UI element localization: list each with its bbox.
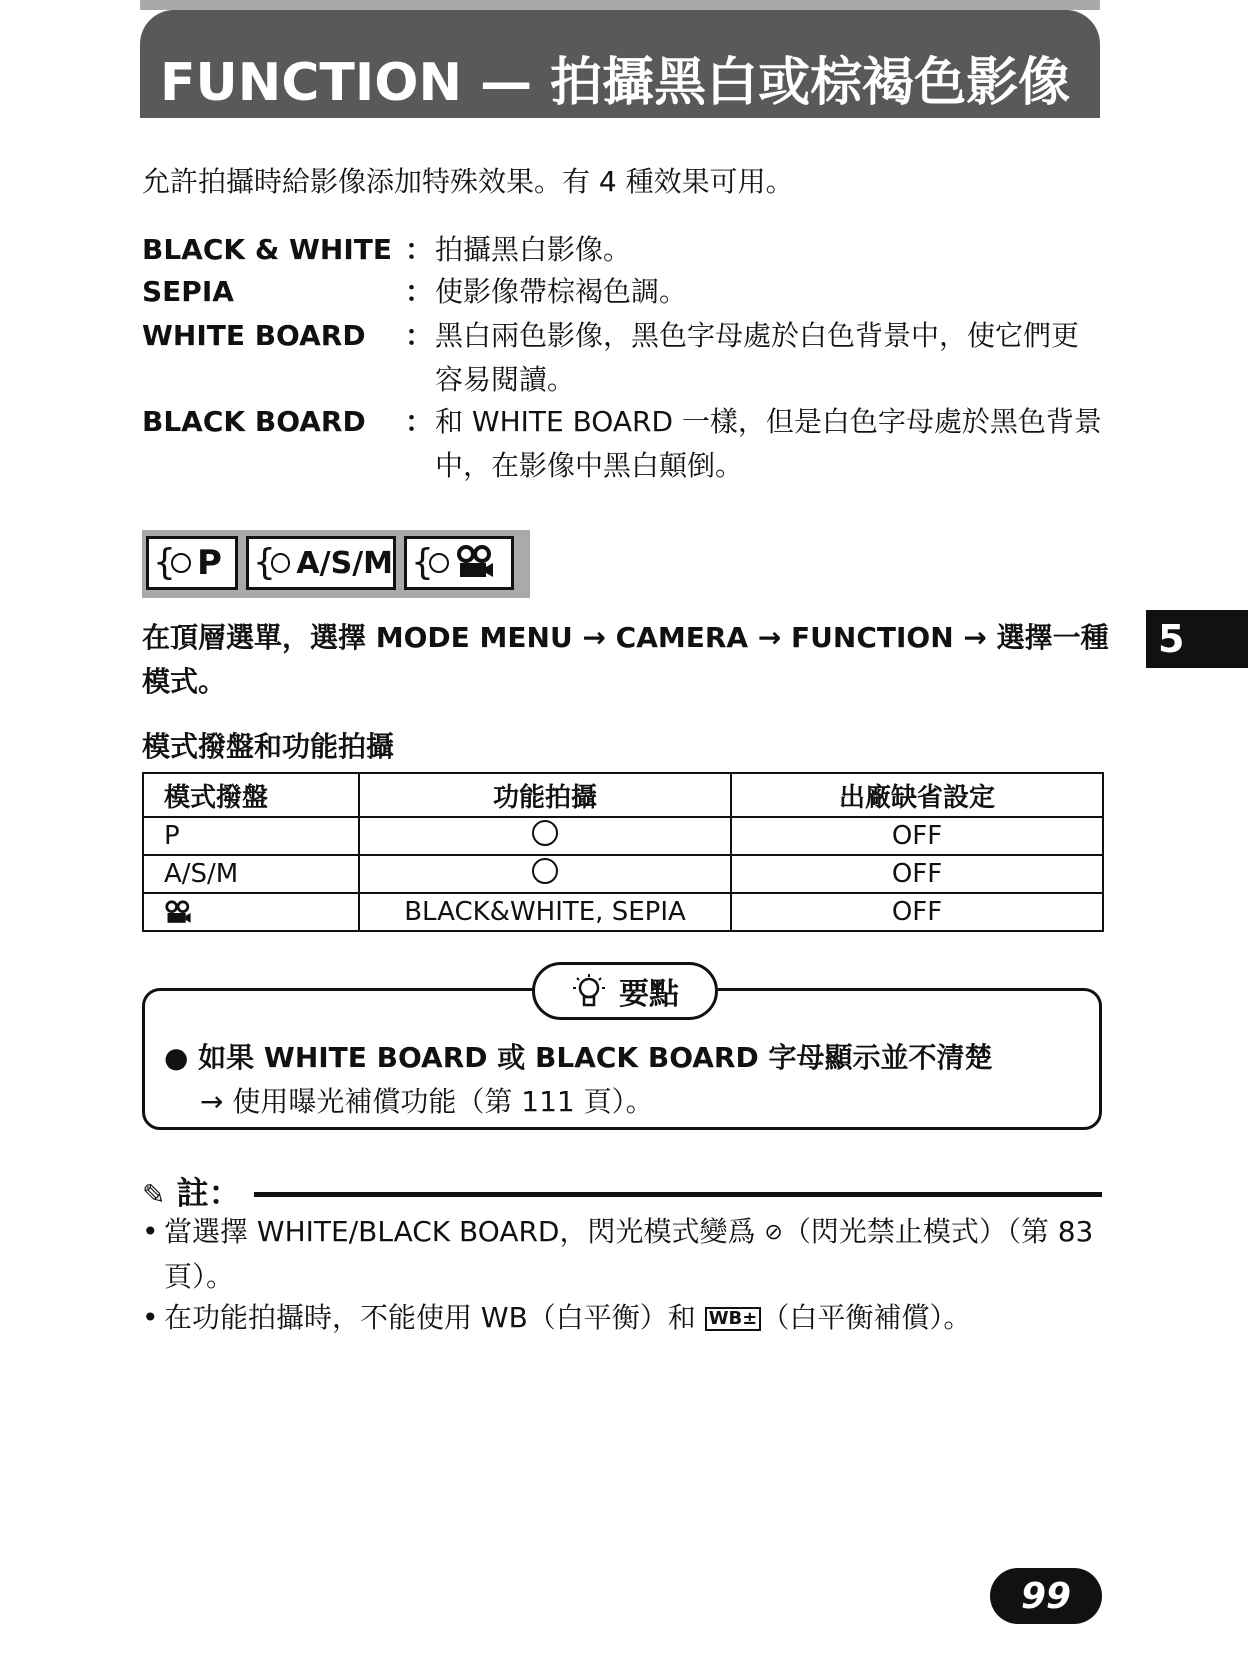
table-cell-default: OFF (731, 893, 1103, 931)
table-cell-mode: A/S/M (143, 855, 359, 893)
page-title: FUNCTION — 拍攝黑白或棕褐色影像 (160, 53, 1071, 113)
note-text: 當選擇 WHITE/BLACK BOARD，閃光模式變爲 (164, 1215, 765, 1248)
bullet-icon: • (142, 1301, 159, 1334)
table-row (143, 817, 1103, 855)
table-cell-mode: P (143, 817, 359, 855)
table-header: 模式撥盤 (143, 773, 359, 817)
intro-text: 允許拍攝時給影像添加特殊效果。有 4 種效果可用。 (142, 165, 794, 198)
note-heading (142, 1168, 241, 1214)
definition-desc: 黑白兩色影像，黑色字母處於白色背景中，使它們更容易閱讀。 (435, 319, 1080, 396)
note-rule (254, 1192, 1102, 1197)
mode-asm-icon: { A/S/M (246, 536, 396, 590)
definition-term: WHITE BOARD (142, 319, 366, 352)
tip-line-1: ● 如果 WHITE BOARD 或 BLACK BOARD 字母顯示並不清楚 (164, 1041, 993, 1074)
menu-instruction: 在頂層選單，選擇 MODE MENU → CAMERA → FUNCTION → 選擇一種模式。 (142, 621, 1109, 698)
flash-off-icon: ⊘ (764, 1220, 783, 1245)
definition-desc: 使影像帶棕褐色調。 (435, 275, 688, 308)
definition-desc: 拍攝黑白影像。 (435, 233, 632, 266)
mode-table (142, 772, 1104, 932)
definition-term: BLACK & WHITE (142, 233, 392, 266)
definition-term: SEPIA (142, 275, 234, 308)
table-title: 模式撥盤和功能拍攝 (142, 730, 395, 763)
title-top-strip (140, 0, 1100, 10)
definition-desc: 和 WHITE BOARD 一樣，但是白色字母處於黑色背景中，在影像中黑白顛倒。 (435, 405, 1102, 482)
table-header: 功能拍攝 (359, 773, 731, 817)
note-text: （閃光禁止模式）（第 83 頁）。 (164, 1215, 1094, 1293)
mode-icon-bar (142, 530, 530, 598)
available-circle-icon (532, 858, 558, 884)
tip-line-2: → 使用曝光補償功能（第 111 頁）。 (200, 1085, 654, 1118)
table-header: 出廠缺省設定 (731, 773, 1103, 817)
page-number: 99 (990, 1568, 1102, 1624)
available-circle-icon (532, 820, 558, 846)
movie-camera-glyph (455, 545, 495, 581)
table-cell-function (359, 817, 731, 855)
note-text: 在功能拍攝時，不能使用 WB（白平衡）和 (164, 1301, 705, 1334)
definition-term: BLACK BOARD (142, 405, 366, 438)
table-cell-default: OFF (731, 817, 1103, 855)
table-row (143, 855, 1103, 893)
movie-camera-icon: { (404, 536, 514, 590)
chapter-tab: 5 (1146, 610, 1248, 668)
mode-p-label: P (197, 543, 222, 583)
title-bar (140, 10, 1100, 118)
definition-colon: ： (405, 233, 434, 266)
tip-label: 要點 (619, 977, 679, 1012)
lightbulb-icon (571, 972, 609, 1010)
mode-asm-label: A/S/M (296, 545, 393, 581)
note-text: （白平衡補償）。 (761, 1301, 972, 1334)
note-label: 註： (176, 1174, 241, 1212)
table-cell-function (359, 855, 731, 893)
table-cell-default: OFF (731, 855, 1103, 893)
definition-colon: ： (405, 275, 434, 308)
table-row (143, 893, 1103, 931)
tip-label-pill (532, 962, 718, 1020)
mode-p-icon: { P (146, 536, 238, 590)
definition-colon: ： (405, 319, 434, 352)
pencil-icon: ✎ (142, 1178, 166, 1211)
table-cell-function: BLACK&WHITE, SEPIA (359, 893, 731, 931)
table-cell-mode (143, 893, 359, 931)
movie-camera-icon (164, 900, 192, 926)
wb-compensation-icon: WB± (705, 1307, 762, 1331)
table-header-row (143, 773, 1103, 817)
bullet-icon: • (142, 1215, 159, 1248)
definition-colon: ： (405, 405, 434, 438)
